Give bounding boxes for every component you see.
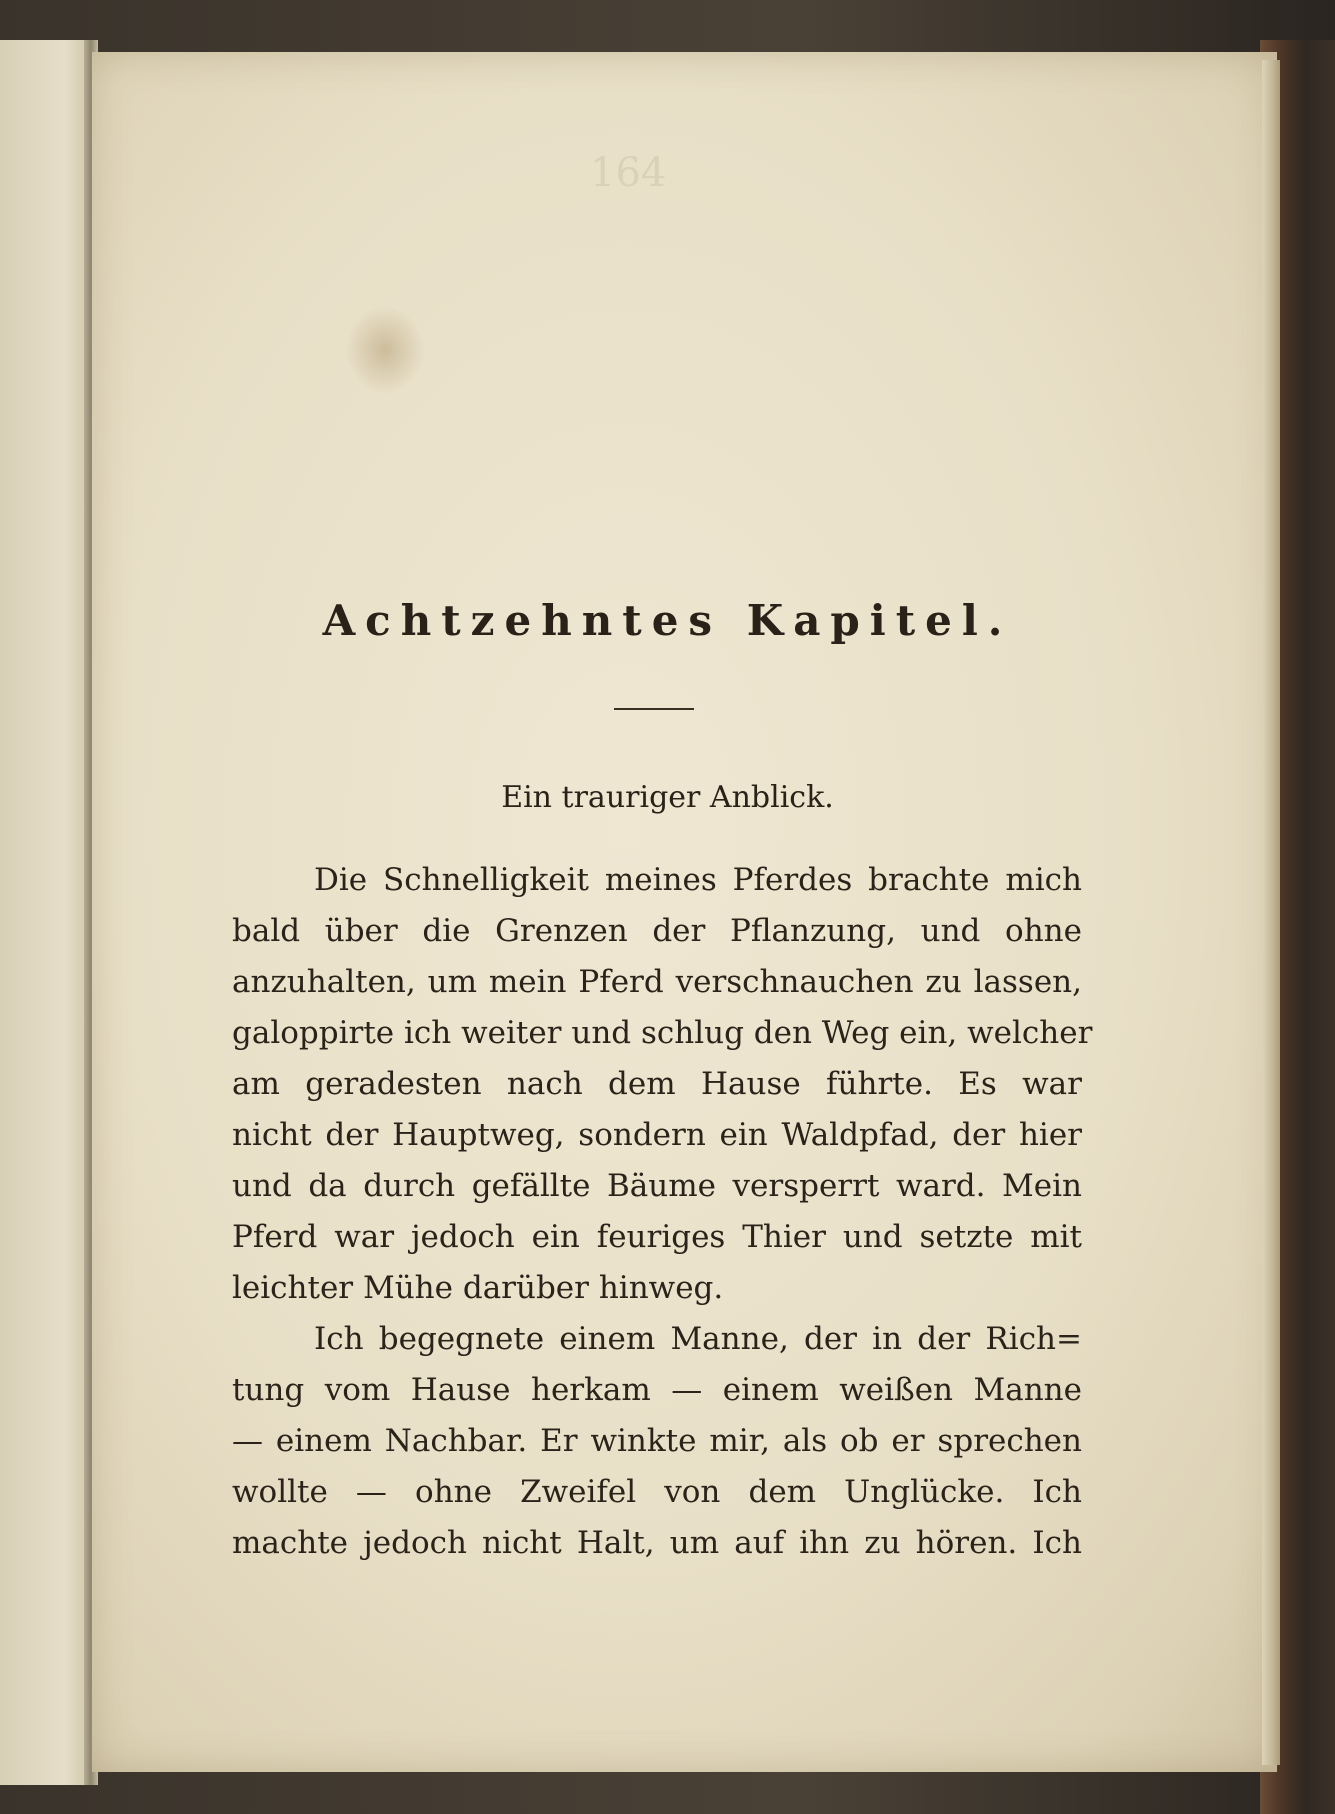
text-line: anzuhalten, um mein Pferd verschnauchen zu lassen, xyxy=(232,964,1082,1000)
bleed-through-page-number: 164 xyxy=(590,150,667,196)
previous-page-edge xyxy=(0,40,92,1785)
title-rule xyxy=(614,708,694,710)
text-line: und da durch gefällte Bäume versperrt ward. Mein xyxy=(232,1168,1082,1204)
text-line: bald über die Grenzen der Pflanzung, und ohne xyxy=(232,913,1082,949)
text-line: am geradesten nach dem Hause führte. Es war xyxy=(232,1066,1082,1102)
page-stack-edge xyxy=(1262,60,1280,1765)
text-line: Die Schnelligkeit meines Pferdes brachte mich xyxy=(314,862,1082,898)
chapter-title: Achtzehntes Kapitel. xyxy=(322,596,1013,645)
text-line: tung vom Hause herkam — einem weißen Manne xyxy=(232,1372,1082,1408)
section-title: Ein trauriger Anblick. xyxy=(501,780,834,815)
text-line: galoppirte ich weiter und schlug den Weg ein, welcher xyxy=(232,1015,1093,1051)
text-line: wollte — ohne Zweifel von dem Unglücke. Ich xyxy=(232,1474,1082,1510)
text-line: machte jedoch nicht Halt, um auf ihn zu hören. Ich xyxy=(232,1525,1082,1561)
text-line: — einem Nachbar. Er winkte mir, als ob er sprechen xyxy=(232,1423,1082,1459)
text-line: Ich begegnete einem Manne, der in der Rich= xyxy=(314,1321,1082,1357)
text-line: nicht der Hauptweg, sondern ein Waldpfad, der hier xyxy=(232,1117,1082,1153)
page-stain xyxy=(345,305,425,395)
text-line: leichter Mühe darüber hinweg. xyxy=(232,1270,724,1306)
body-text xyxy=(232,855,1093,1569)
text-line: Pferd war jedoch ein feuriges Thier und setzte mit xyxy=(232,1219,1082,1255)
